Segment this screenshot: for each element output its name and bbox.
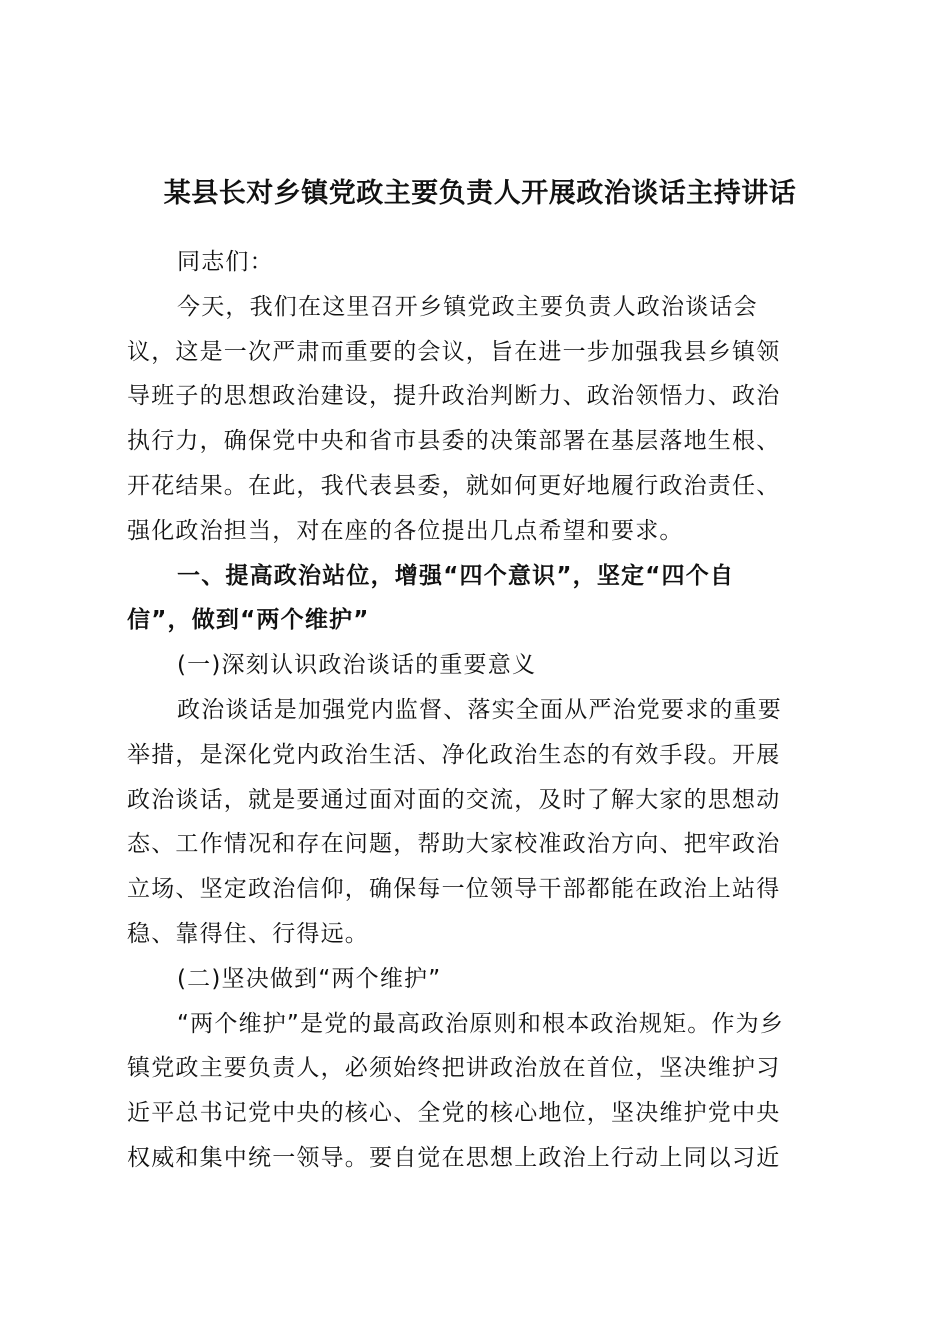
paragraph-line: 政治谈话是加强党内监督、落实全面从严治党要求的重要 [177, 696, 782, 723]
paragraph-line: 开花结果。在此，我代表县委，就如何更好地履行政治责任、 [127, 472, 781, 499]
paragraph-line: 权威和集中统一领导。要自觉在思想上政治上行动上同以习近 [127, 1144, 781, 1171]
section-heading: 信”，做到“两个维护” [127, 607, 370, 634]
paragraph-line: 立场、坚定政治信仰，确保每一位领导干部都能在政治上站得 [127, 876, 781, 903]
paragraph-line: 政治谈话，就是要通过面对面的交流，及时了解大家的思想动 [127, 786, 781, 813]
document-title: 某县长对乡镇党政主要负责人开展政治谈话主持讲话 [163, 178, 797, 209]
paragraph-line: 导班子的思想政治建设，提升政治判断力、政治领悟力、政治 [127, 383, 781, 410]
paragraph-line: 镇党政主要负责人，必须始终把讲政治放在首位，坚决维护习 [127, 1055, 781, 1082]
paragraph-line: 近平总书记党中央的核心、全党的核心地位，坚决维护党中央 [127, 1100, 781, 1127]
paragraph-line: 今天，我们在这里召开乡镇党政主要负责人政治谈话会 [177, 293, 758, 320]
paragraph-line: 举措，是深化党内政治生活、净化政治生态的有效手段。开展 [127, 741, 781, 768]
salutation: 同志们： [177, 249, 274, 275]
paragraph-line: 强化政治担当，对在座的各位提出几点希望和要求。 [127, 517, 684, 544]
section-heading: 一、提高政治站位，增强“四个意识”，坚定“四个自 [177, 562, 735, 589]
paragraph-line: 稳、靠得住、行得远。 [127, 920, 369, 947]
paragraph-line: 议，这是一次严肃而重要的会议，旨在进一步加强我县乡镇领 [127, 338, 781, 365]
paragraph-line: 执行力，确保党中央和省市县委的决策部署在基层落地生根、 [127, 428, 781, 455]
paragraph-line: “两个维护”是党的最高政治原则和根本政治规矩。作为乡 [177, 1010, 785, 1037]
subsection-heading: (一)深刻认识政治谈话的重要意义 [177, 652, 537, 679]
document-body [127, 240, 827, 1181]
subsection-heading: (二)坚决做到“两个维护” [177, 965, 442, 992]
paragraph-line: 态、工作情况和存在问题，帮助大家校准政治方向、把牢政治 [127, 831, 781, 858]
